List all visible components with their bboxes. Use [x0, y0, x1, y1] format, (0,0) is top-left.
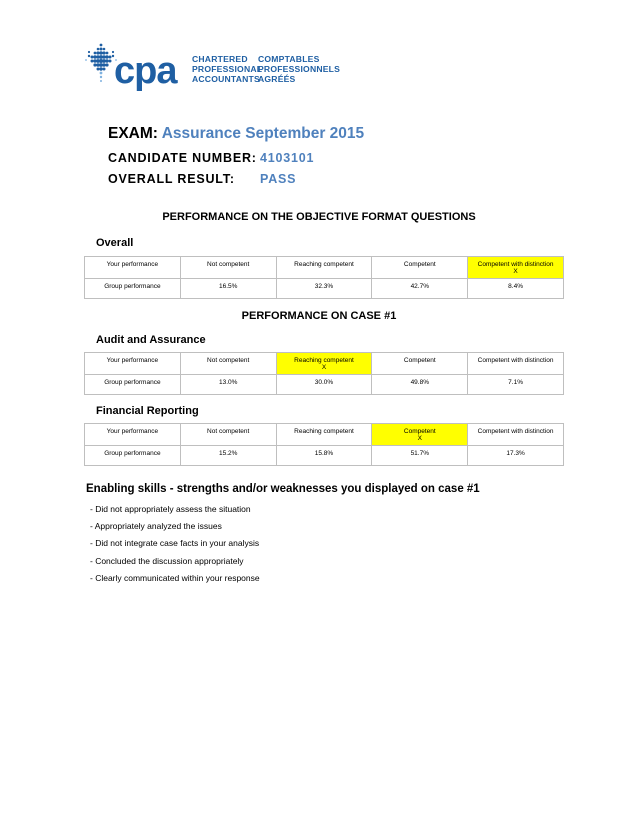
table-row	[85, 353, 564, 375]
candidate-number-row	[108, 151, 315, 165]
table-cell: 42.7%	[372, 279, 468, 299]
selected-mark: X	[513, 268, 518, 275]
table-cell: 51.7%	[372, 446, 468, 466]
logo-english-text: CHARTERED PROFESSIONAL ACCOUNTANTS	[192, 54, 263, 84]
list-item: - Did not appropriately assess the situation	[90, 504, 251, 514]
table-cell: 16.5%	[180, 279, 276, 299]
audit-subtitle: Audit and Assurance	[96, 334, 206, 346]
list-item: - Clearly communicated within your response	[90, 572, 260, 583]
candidate-number-label: CANDIDATE NUMBER:	[108, 151, 257, 165]
skills-list	[90, 504, 260, 590]
table-cell: Your performance	[85, 353, 181, 375]
table-cell: Group performance	[85, 375, 181, 395]
exam-label: EXAM:	[108, 125, 158, 142]
table-cell: Your performance	[85, 257, 181, 279]
table-row	[85, 257, 564, 279]
table-cell: 7.1%	[468, 375, 564, 395]
table-row	[85, 424, 564, 446]
table-cell: Your performance	[85, 424, 181, 446]
selected-mark: X	[417, 435, 422, 442]
overall-result-label: OVERALL RESULT:	[108, 172, 235, 186]
case1-section-title: PERFORMANCE ON CASE #1	[241, 310, 397, 322]
audit-performance-table	[84, 352, 564, 395]
table-cell: 17.3%	[468, 446, 564, 466]
table-cell: Group performance	[85, 279, 181, 299]
table-cell: Reaching competent	[276, 257, 372, 279]
table-cell-selected: Competent with distinction X	[468, 257, 564, 279]
table-cell: 8.4%	[468, 279, 564, 299]
list-item: - Did not integrate case facts in your analysis	[90, 538, 260, 549]
financial-performance-table	[84, 423, 564, 466]
list-item: - Appropriately analyzed the issues	[90, 521, 222, 532]
table-cell: Competent with distinction	[468, 353, 564, 375]
candidate-number-value: 4103101	[260, 151, 315, 165]
table-cell: Competent with distinction	[468, 424, 564, 446]
logo-wordmark: cpa	[114, 50, 177, 92]
table-cell: 32.3%	[276, 279, 372, 299]
table-row	[85, 279, 564, 299]
table-cell: Reaching competent	[276, 424, 372, 446]
table-cell: 15.2%	[180, 446, 276, 466]
cpa-logo	[84, 42, 341, 98]
table-cell: Competent	[372, 353, 468, 375]
overall-performance-table	[84, 256, 564, 299]
maple-leaf-icon	[84, 42, 118, 86]
table-cell: Not competent	[180, 257, 276, 279]
skills-title: Enabling skills - strengths and/or weaknesses you displayed on case #1	[86, 483, 480, 495]
objective-section-title: PERFORMANCE ON THE OBJECTIVE FORMAT QUESTIONS	[162, 211, 476, 223]
table-cell: Not competent	[180, 424, 276, 446]
exam-title	[108, 125, 364, 143]
table-cell: Group performance	[85, 446, 181, 466]
overall-result-row	[108, 172, 297, 186]
list-item: - Concluded the discussion appropriately	[90, 555, 244, 566]
table-cell-selected: Reaching competent X	[276, 353, 372, 375]
table-cell: 30.0%	[276, 375, 372, 395]
table-cell: 15.8%	[276, 446, 372, 466]
exam-name: Assurance September 2015	[161, 125, 365, 142]
table-cell: 49.8%	[372, 375, 468, 395]
table-cell: Not competent	[180, 353, 276, 375]
overall-subtitle: Overall	[96, 237, 134, 249]
table-row	[85, 446, 564, 466]
overall-result-value: PASS	[260, 172, 297, 186]
table-cell: Competent	[372, 257, 468, 279]
financial-subtitle: Financial Reporting	[96, 405, 199, 417]
table-row	[85, 375, 564, 395]
logo-french-text: COMPTABLES PROFESSIONNELS AGRÉÉS	[258, 54, 341, 84]
table-cell-selected: Competent X	[372, 424, 468, 446]
table-cell: 13.0%	[180, 375, 276, 395]
selected-mark: X	[321, 364, 327, 371]
